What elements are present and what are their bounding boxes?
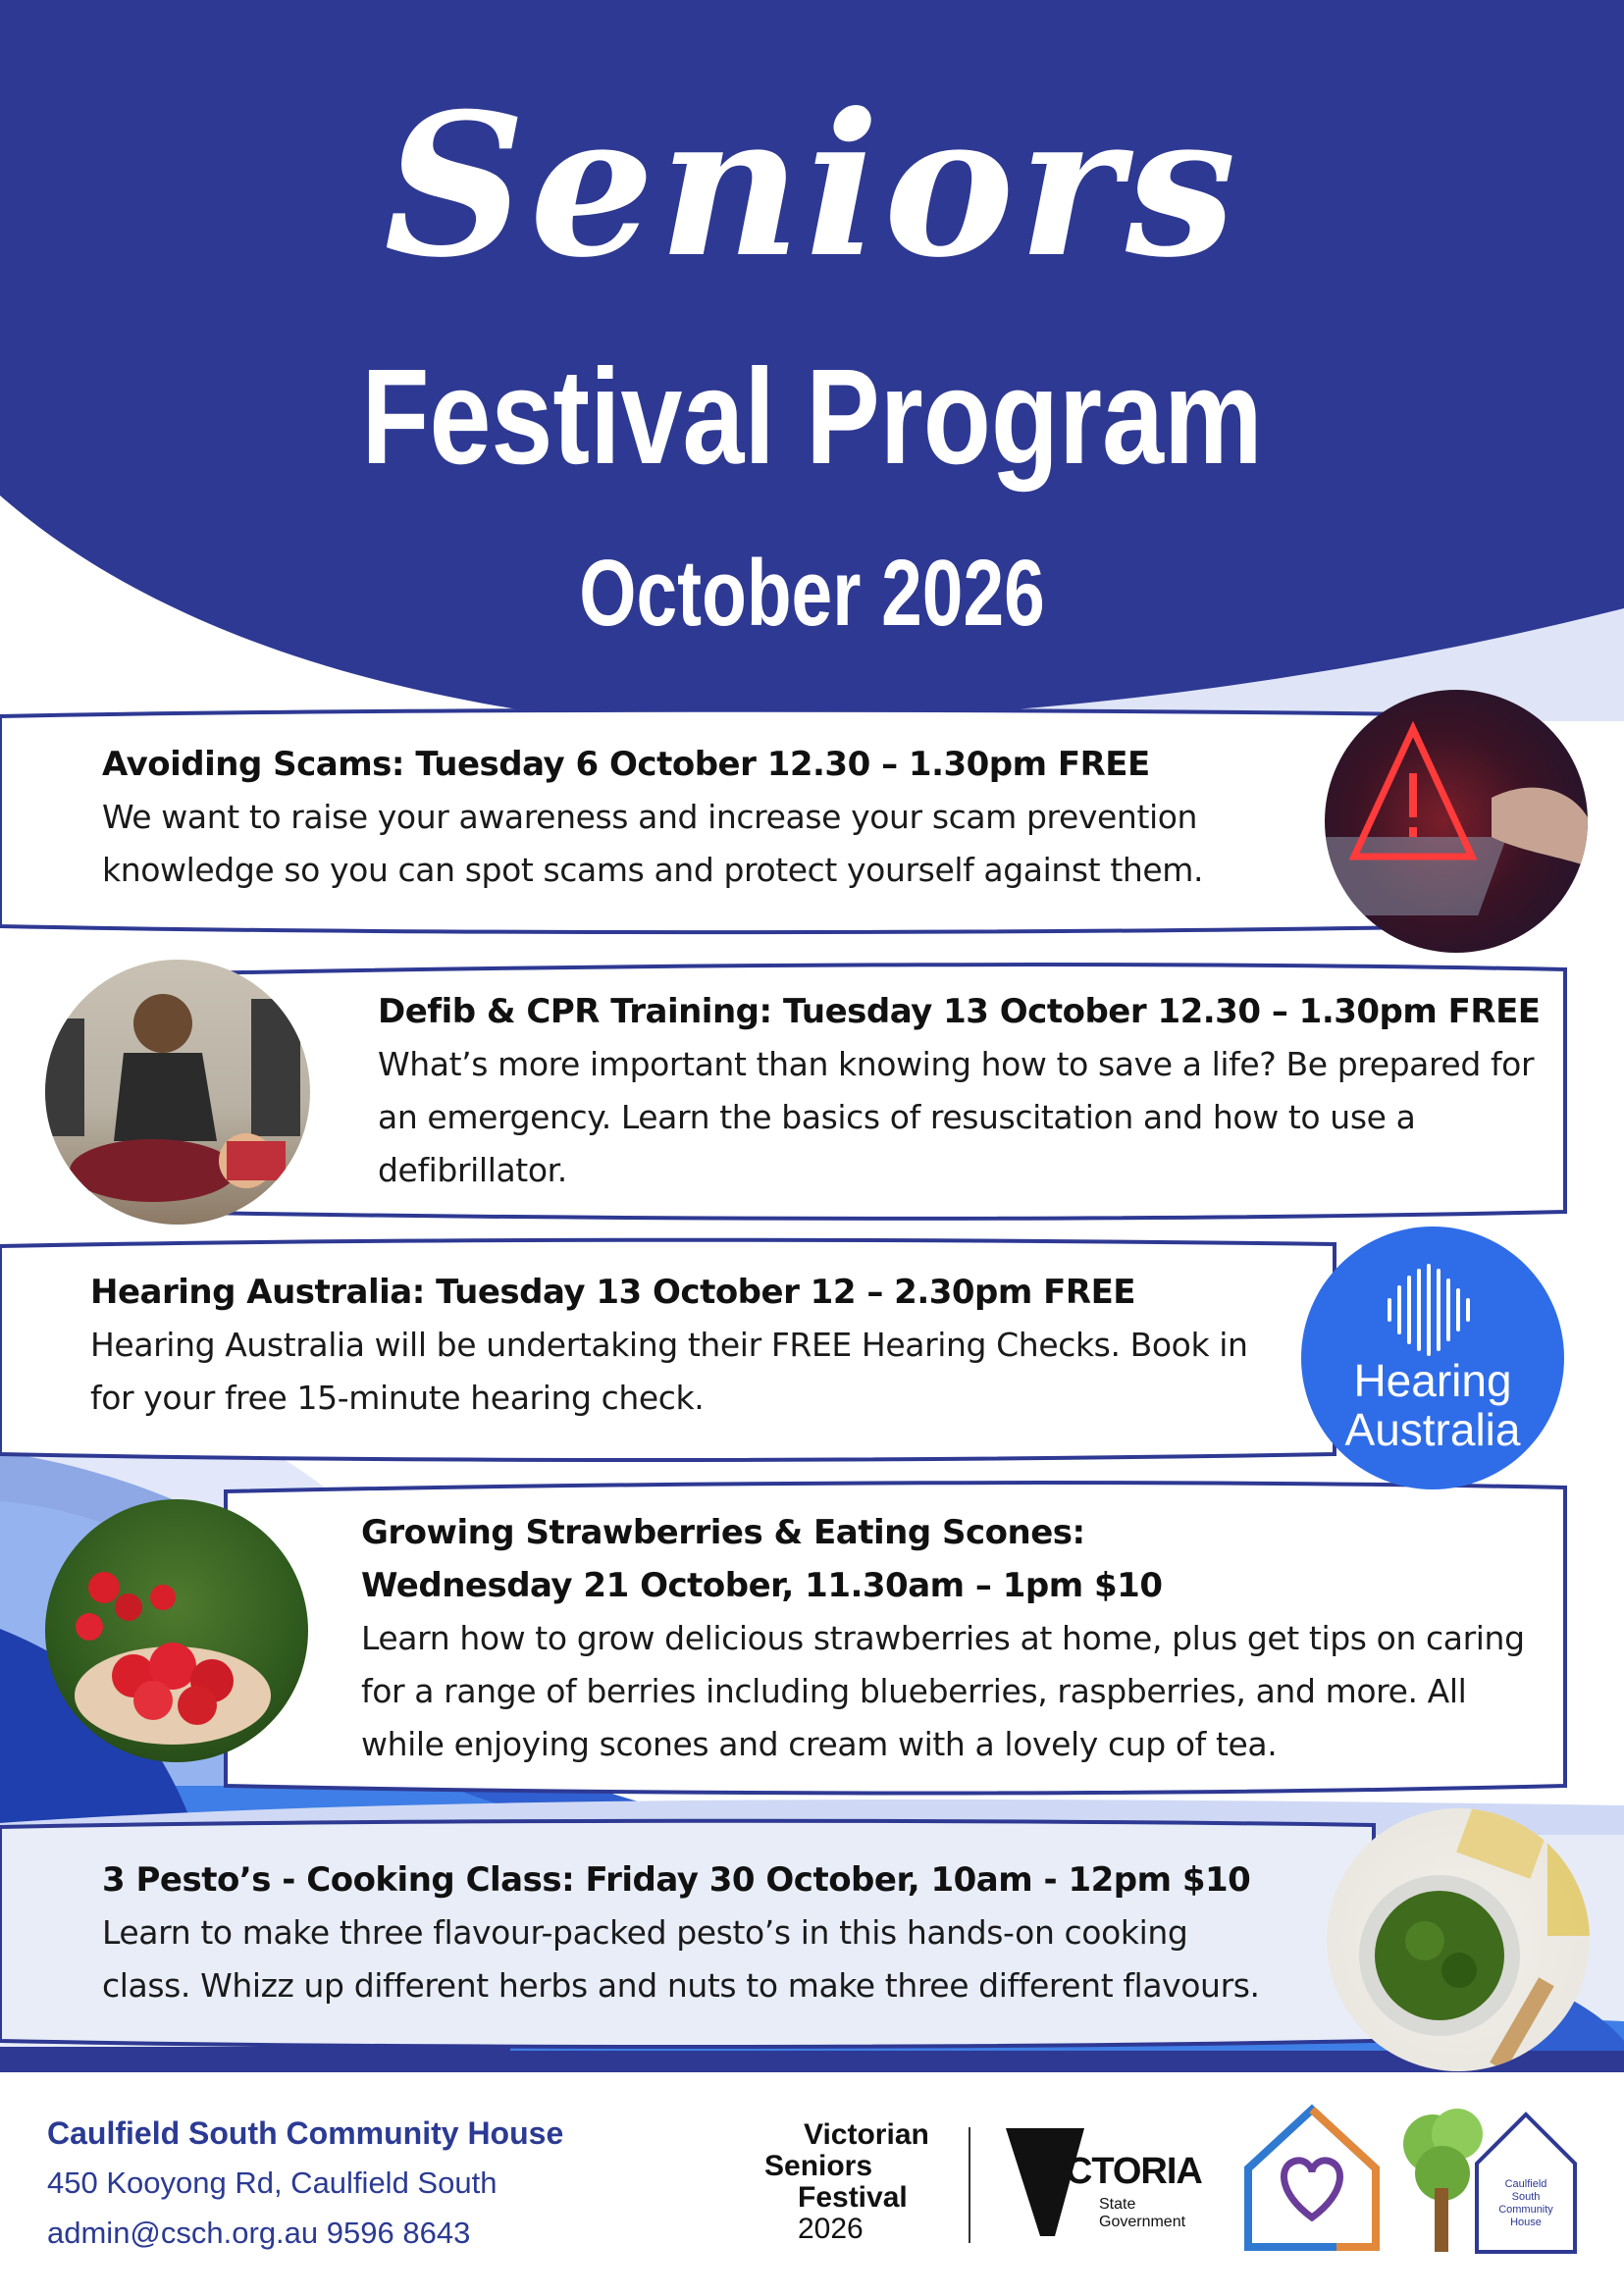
csch-logo-text: House <box>1510 2217 1542 2228</box>
vic-logo-sub: State <box>1099 2196 1136 2213</box>
program-date-subtitle: October 2026 <box>579 541 1045 646</box>
event-description-line: class. Whizz up different herbs and nuts to make three different flavours. <box>102 1966 1260 2005</box>
event-hearing-australia <box>90 1266 1307 1425</box>
vsf-line: Festival <box>798 2181 908 2214</box>
heart-house-logo <box>1238 2100 1386 2257</box>
victoria-state-government-logo <box>1001 2123 1212 2241</box>
event-defib-cpr <box>378 985 1555 1197</box>
event-pesto-cooking-class <box>102 1853 1338 2012</box>
event-heading-line2: Wednesday 21 October, 11.30am – 1pm $10 <box>361 1566 1163 1605</box>
laptop-warning-icon <box>1325 690 1588 953</box>
csch-logo <box>1393 2100 1580 2257</box>
seniors-script-title: Seniors <box>384 71 1240 301</box>
event-description-line: knowledge so you can spot scams and protect yourself against them. <box>102 851 1204 889</box>
event-description-line: for a range of berries including blueberries, raspberries, and more. All <box>361 1672 1467 1710</box>
event-strawberries-scones <box>361 1506 1558 1771</box>
festival-program-title: Festival Program <box>361 341 1263 493</box>
vsf-line: Victorian <box>804 2118 929 2151</box>
logo-divider <box>969 2127 970 2243</box>
event-description-line: Hearing Australia will be undertaking their FREE Hearing Checks. Book in <box>90 1326 1248 1364</box>
hearing-australia-logo <box>1301 1226 1564 1489</box>
event-description-line: Learn how to grow delicious strawberries at home, plus get tips on caring <box>361 1619 1525 1657</box>
hearing-logo-line1: Hearing <box>1353 1355 1512 1406</box>
footer-contact: admin@csch.org.au 9596 8643 <box>47 2216 471 2250</box>
event-heading: Hearing Australia: Tuesday 13 October 12 – 2.30pm FREE <box>90 1273 1136 1312</box>
event-description-line: What’s more important than knowing how to save a life? Be prepared for <box>378 1045 1535 1083</box>
event-description-line: defibrillator. <box>378 1151 567 1189</box>
cpr-training-photo <box>45 960 310 1225</box>
event-description-line: for your free 15-minute hearing check. <box>90 1379 705 1417</box>
footer-address: 450 Kooyong Rd, Caulfield South <box>47 2166 498 2200</box>
strawberries-photo <box>45 1499 308 1762</box>
event-heading-line1: Growing Strawberries & Eating Scones: <box>361 1513 1085 1552</box>
event-description-line: an emergency. Learn the basics of resuscitation and how to use a <box>378 1098 1416 1136</box>
vic-logo-sub: Government <box>1099 2214 1186 2230</box>
hearing-logo-line2: Australia <box>1344 1404 1521 1455</box>
event-heading: 3 Pesto’s - Cooking Class: Friday 30 October, 10am - 12pm $10 <box>102 1860 1251 1900</box>
event-avoiding-scams <box>102 738 1319 897</box>
event-description-line: while enjoying scones and cream with a lovely cup of tea. <box>361 1725 1278 1763</box>
event-description-line: We want to raise your awareness and increase your scam prevention <box>102 798 1198 836</box>
event-heading: Defib & CPR Training: Tuesday 13 October 12.30 – 1.30pm FREE <box>378 992 1541 1031</box>
pesto-bowl-photo <box>1327 1808 1590 2071</box>
event-description-line: Learn to make three flavour-packed pesto’s in this hands-on cooking <box>102 1913 1188 1952</box>
csch-logo-text: Caulfield <box>1504 2178 1547 2190</box>
vic-logo-main: VICTORIA <box>1032 2151 1202 2192</box>
footer-org-name: Caulfield South Community House <box>47 2115 564 2151</box>
vsf-line: 2026 <box>798 2213 864 2245</box>
victorian-seniors-festival-logo <box>760 2119 957 2245</box>
csch-logo-text: South <box>1511 2191 1541 2203</box>
event-heading: Avoiding Scams: Tuesday 6 October 12.30 – 1.30pm FREE <box>102 745 1150 784</box>
csch-logo-text: Community <box>1498 2204 1553 2216</box>
vsf-line: Seniors <box>764 2150 873 2182</box>
